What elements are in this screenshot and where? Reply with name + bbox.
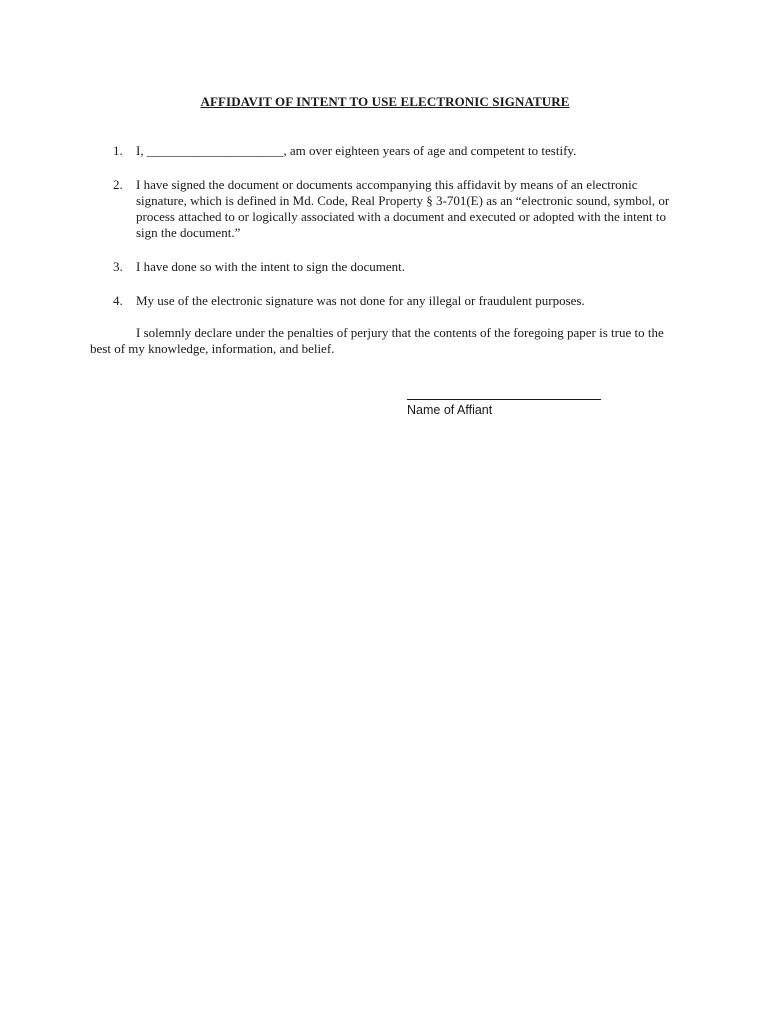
statement-item [110, 143, 685, 159]
affidavit-statements [110, 143, 685, 327]
statement-text: I have done so with the intent to sign the document. [136, 259, 405, 274]
statement-item [110, 259, 685, 275]
signature-line [407, 399, 601, 400]
statement-number: 3. [113, 259, 123, 274]
statement-item [110, 293, 685, 309]
statement-text: I have signed the document or documents accompanying this affidavit by means of an electronic signature, which is defined in Md. Code, Real Property § 3-701(E) as an “electronic sound, symbol, or process attached to or logically associated with a document and executed or adopted with the intent to sign the document.” [136, 177, 670, 240]
statement-number: 4. [113, 293, 123, 308]
statement-text: My use of the electronic signature was not done for any illegal or fraudulent purposes. [136, 293, 585, 308]
statement-text: I, _____________________, am over eighteen years of age and competent to testify. [136, 143, 577, 158]
document-title: AFFIDAVIT OF INTENT TO USE ELECTRONIC SIGNATURE [200, 94, 570, 109]
statement-number: 2. [113, 177, 123, 192]
perjury-declaration: I solemnly declare under the penalties of perjury that the contents of the foregoing paper is true to the best of my knowledge, information, and belief. [90, 325, 664, 356]
statement-item [110, 177, 685, 241]
signature-label: Name of Affiant [407, 403, 493, 417]
statement-number: 1. [113, 143, 123, 158]
